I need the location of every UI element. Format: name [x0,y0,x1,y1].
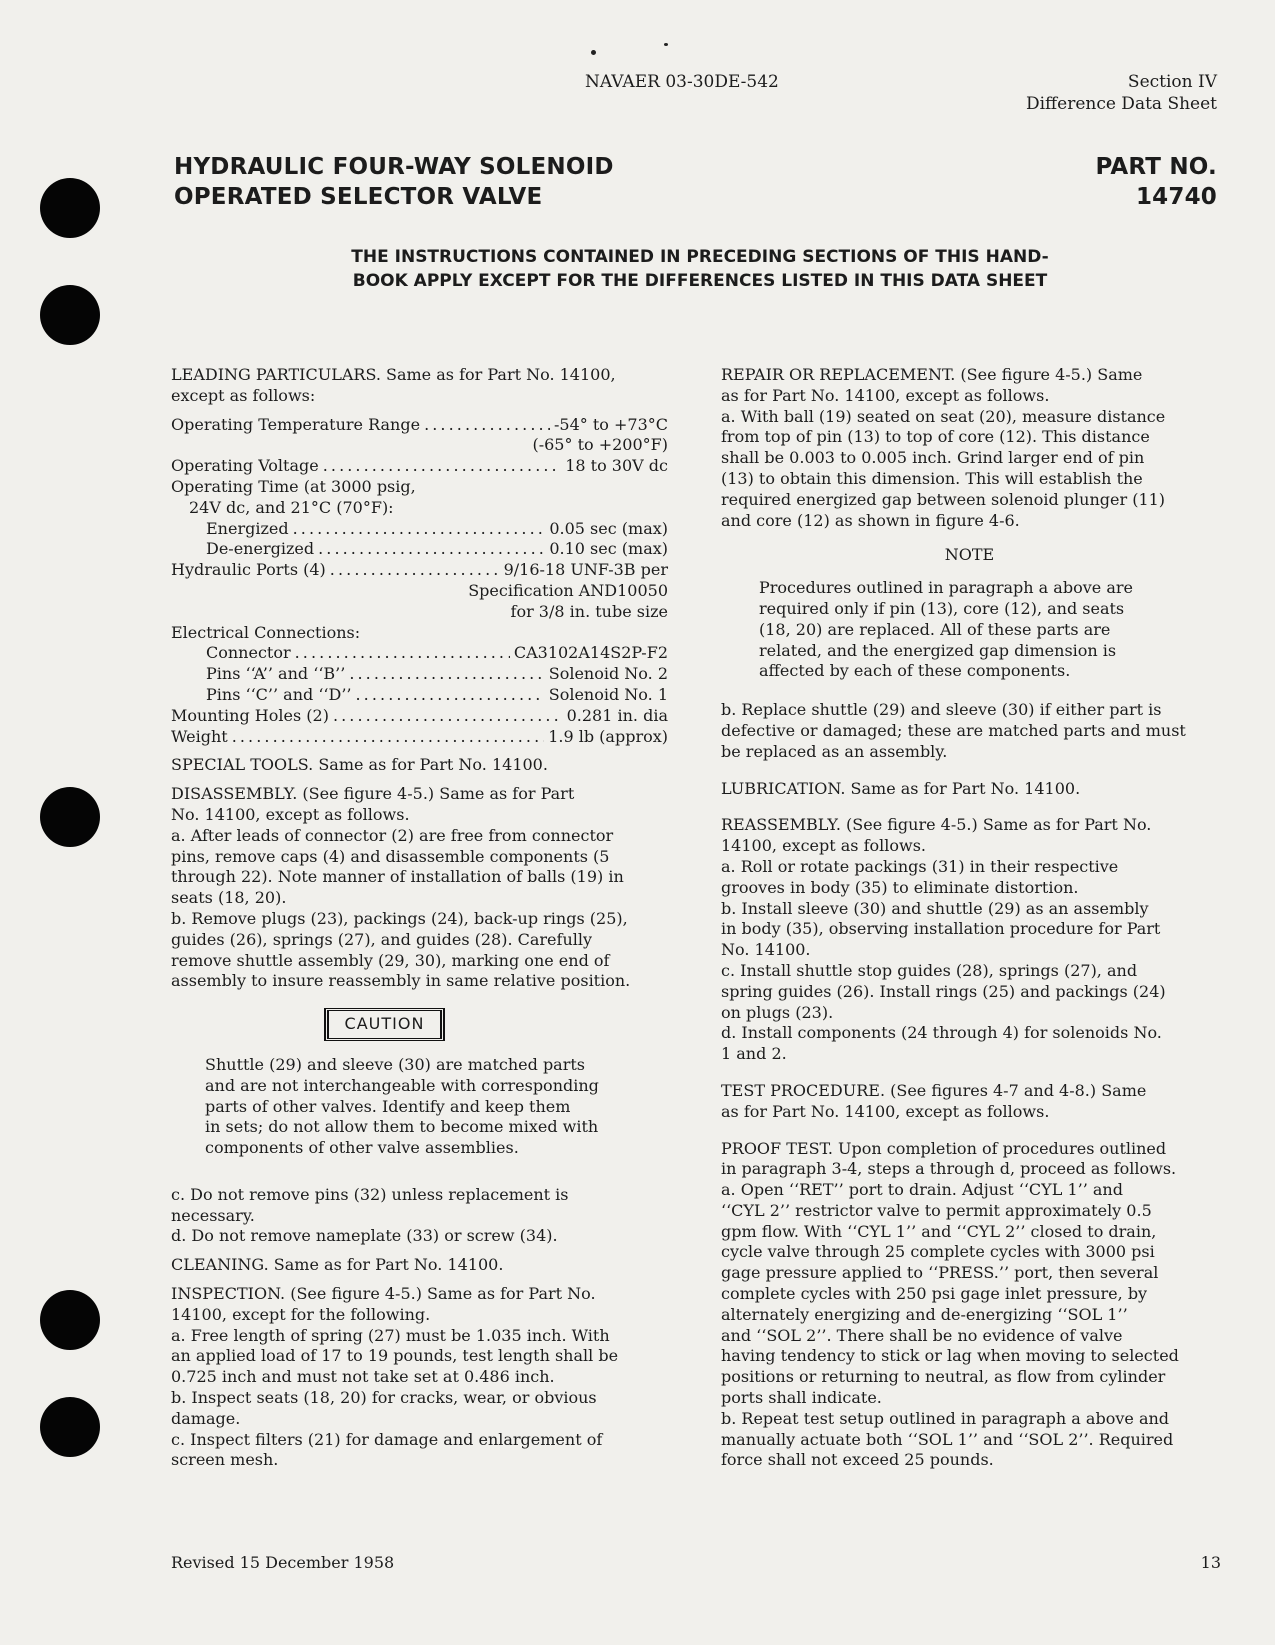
reassembly-step-a: grooves in body (35) to eliminate distortion. [721,877,1079,897]
inspection-step-b-1: b. Inspect seats (18, 20) for cracks, wear, or obvious [171,1388,597,1408]
proof-step-a: and ‘‘SOL 2’’. There shall be no evidence of valve [721,1325,1123,1345]
note-label: NOTE [944,545,995,565]
disassembly-step-a-4: seats (18, 20). [171,888,287,908]
spec-value: CA3102A14S2P-F2 [513,643,668,663]
disassembly-step-d: d. Do not remove nameplate (33) or screw (34). [171,1226,558,1246]
spec-pins-ab [171,664,668,685]
spec-temp-alt: (-65° to +200°F) [532,435,668,455]
inspection-step-c-1: c. Inspect filters (21) for damage and enlargement of [171,1429,603,1449]
caution-text [171,1055,668,1159]
inspection-line-2: 14100, except for the following. [171,1304,431,1324]
special-tools-heading: SPECIAL TOOLS. Same as for Part No. 14100. [171,755,548,775]
spec-value: 9/16-18 UNF-3B per [503,560,668,580]
note-line: required only if pin (13), core (12), and seats [759,598,1125,618]
page-number: 13 [1200,1553,1221,1572]
proof-step-a: having tendency to stick or lag when moving to selected [721,1346,1179,1366]
spec-label: Pins ‘‘A’’ and ‘‘B’’ [206,664,346,684]
disassembly-step-a-1: a. After leads of connector (2) are free from connector [171,825,614,845]
note-line: (18, 20) are replaced. All of these parts are [759,619,1111,639]
spec-value: 0.05 sec (max) [549,518,668,538]
spec-value: -54° to +73°C [553,414,668,434]
binder-hole-5 [40,1397,100,1457]
binder-hole-3 [40,787,100,847]
spec-label: Pins ‘‘C’’ and ‘‘D’’ [206,684,352,704]
spec-label: Weight [171,726,228,746]
disassembly-line-2: No. 14100, except as follows. [171,804,410,824]
spec-label: Mounting Holes (2) [171,705,329,725]
spec-elec-label: Electrical Connections: [171,622,361,642]
reassembly-step-b: b. Install sleeve (30) and shuttle (29) as an assembly [721,898,1149,918]
spec-ports [171,560,668,581]
spacer [721,771,1218,779]
disassembly-step-a-3: through 22). Note manner of installation of balls (19) in [171,867,624,887]
reassembly-step-a: a. Roll or rotate packings (31) in their respective [721,856,1119,876]
repair-step-a: a. With ball (19) seated on seat (20), measure distance [721,406,1166,426]
spec-time-label-1: Operating Time (at 3000 psig, [171,476,416,496]
spec-weight [171,727,668,748]
caution-line: and are not interchangeable with corresponding [205,1075,599,1095]
proof-step-b: force shall not exceed 25 pounds. [721,1450,994,1470]
reassembly-step-c: spring guides (26). Install rings (25) and packings (24) [721,981,1166,1001]
speck [664,43,668,46]
spec-label: Hydraulic Ports (4) [171,560,326,580]
disassembly-step-b-2: guides (26), springs (27), and guides (28). Carefully [171,929,593,949]
spec-value: 0.10 sec (max) [549,539,668,559]
section-label: Section IV [1127,72,1217,92]
spacer [171,747,668,755]
spec-value: Solenoid No. 2 [548,664,668,684]
caution-line: parts of other valves. Identify and keep them [205,1096,571,1116]
inspection-step-b-2: damage. [171,1408,241,1428]
reassembly-step-c: on plugs (23). [721,1002,834,1022]
spec-label: De-energized [206,539,315,559]
spec-energized [171,519,668,540]
section-header [1026,71,1217,115]
proof-test-line-2: in paragraph 3-4, steps a through d, proceed as follows. [721,1159,1177,1179]
spec-holes [171,706,668,727]
caution-line: Shuttle (29) and sleeve (30) are matched parts [205,1054,586,1074]
dot-leader [232,727,545,748]
spacer [721,1065,1218,1073]
cleaning-heading: CLEANING. Same as for Part No. 14100. [171,1255,504,1275]
inspection-step-a-2: an applied load of 17 to 19 pounds, test length shall be [171,1346,619,1366]
reassembly-step-b: No. 14100. [721,940,811,960]
spacer [721,1073,1218,1081]
banner-line-2: BOOK APPLY EXCEPT FOR THE DIFFERENCES LISTED IN THIS DATA SHEET [352,271,1048,291]
repair-line-2: as for Part No. 14100, except as follows. [721,385,1050,405]
proof-step-a: gpm flow. With ‘‘CYL 1’’ and ‘‘CYL 2’’ closed to drain, [721,1221,1157,1241]
repair-step-a: required energized gap between solenoid plunger (11) [721,489,1166,509]
disassembly-step-a-2: pins, remove caps (4) and disassemble components (5 [171,846,610,866]
spec-ports-3: for 3/8 in. tube size [510,601,668,621]
note-text [721,578,1218,682]
instructions-banner [310,245,1090,293]
proof-step-a: a. Open ‘‘RET’’ port to drain. Adjust ‘‘CYL 1’’ and [721,1180,1123,1200]
proof-step-a: gage pressure applied to ‘‘PRESS.’’ port, then several [721,1263,1159,1283]
spacer [721,1123,1218,1131]
dot-leader [330,560,500,581]
proof-step-a: positions or returning to neutral, as flow from cylinder [721,1367,1166,1387]
inspection-step-a-3: 0.725 inch and must not take set at 0.486 inch. [171,1367,555,1387]
reassembly-step-d: 1 and 2. [721,1044,787,1064]
right-column [721,365,1218,1471]
title-line-2: OPERATED SELECTOR VALVE [174,184,543,210]
proof-test-heading: PROOF TEST. Upon completion of procedures outlined [721,1138,1167,1158]
spec-label: Connector [206,643,291,663]
spec-value: 0.281 in. dia [566,705,668,725]
reassembly-line-2: 14100, except as follows. [721,836,926,856]
disassembly-step-c-2: necessary. [171,1205,255,1225]
test-procedure-line-2: as for Part No. 14100, except as follows. [721,1101,1050,1121]
spacer [171,1247,668,1255]
repair-step-a: (13) to obtain this dimension. This will establish the [721,468,1143,488]
spacer [721,1131,1218,1139]
spec-connector [171,643,668,664]
proof-step-a: ‘‘CYL 2’’ restrictor valve to permit approximately 0.5 [721,1200,1152,1220]
proof-step-b: manually actuate both ‘‘SOL 1’’ and ‘‘SOL 2’’. Required [721,1429,1174,1449]
note-line: related, and the energized gap dimension is [759,640,1117,660]
test-procedure-heading: TEST PROCEDURE. (See figures 4-7 and 4-8.) Same [721,1080,1147,1100]
spacer [171,1276,668,1284]
binder-hole-4 [40,1290,100,1350]
spec-deenergized [171,539,668,560]
binder-hole-2 [40,285,100,345]
dot-leader [293,519,546,540]
spacer [721,682,1218,700]
spec-pins-cd [171,685,668,706]
part-label: PART NO. [1095,154,1217,180]
repair-step-a: from top of pin (13) to top of core (12). This distance [721,427,1150,447]
reassembly-step-b: in body (35), observing installation procedure for Part [721,919,1161,939]
note-line: Procedures outlined in paragraph a above are [759,578,1133,598]
spec-temp [171,415,668,436]
doc-number: NAVAER 03-30DE-542 [585,72,779,92]
spec-voltage [171,456,668,477]
proof-step-b: b. Repeat test setup outlined in paragraph a above and [721,1408,1170,1428]
spacer [171,407,668,415]
lubrication-heading: LUBRICATION. Same as for Part No. 14100. [721,778,1081,798]
disassembly-step-c-1: c. Do not remove pins (32) unless replacement is [171,1184,569,1204]
left-column [171,365,668,1471]
inspection-step-a-1: a. Free length of spring (27) must be 1.035 inch. With [171,1325,610,1345]
disassembly-step-b-3: remove shuttle assembly (29, 30), marking one end of [171,950,610,970]
spec-label: Energized [206,518,289,538]
caution-label: CAUTION [324,1008,446,1041]
reassembly-step-c: c. Install shuttle stop guides (28), springs (27), and [721,960,1138,980]
proof-step-a: alternately energizing and de-energizing ‘‘SOL 1’’ [721,1304,1128,1324]
spec-value: 1.9 lb (approx) [548,726,668,746]
dot-leader [295,643,510,664]
repair-step-b: b. Replace shuttle (29) and sleeve (30) if either part is [721,700,1162,720]
reassembly-step-d: d. Install components (24 through 4) for solenoids No. [721,1023,1162,1043]
part-number: 14740 [1135,184,1217,210]
caution-box-wrap [101,1008,668,1041]
repair-step-b: defective or damaged; these are matched parts and must [721,720,1186,740]
proof-step-a: cycle valve through 25 complete cycles with 3000 psi [721,1242,1155,1262]
inspection-step-c-2: screen mesh. [171,1450,279,1470]
spec-value: Solenoid No. 1 [548,684,668,704]
repair-step-a: shall be 0.003 to 0.005 inch. Grind larger end of pin [721,448,1145,468]
proof-step-a: complete cycles with 250 psi gage inlet pressure, by [721,1284,1148,1304]
proof-step-a: ports shall indicate. [721,1388,882,1408]
title-line-1: HYDRAULIC FOUR-WAY SOLENOID [174,154,614,180]
part-number-block [1095,152,1217,212]
dot-leader [323,456,561,477]
spec-ports-2: Specification AND10050 [468,580,668,600]
dot-leader [318,539,545,560]
page-title [174,152,614,212]
speck [591,50,596,55]
note-line: affected by each of these components. [759,661,1071,681]
dot-leader [333,706,563,727]
spec-value: 18 to 30V dc [565,456,668,476]
binder-hole-1 [40,178,100,238]
disassembly-step-b-4: assembly to insure reassembly in same relative position. [171,971,631,991]
repair-heading: REPAIR OR REPLACEMENT. (See figure 4-5.) Same [721,365,1143,384]
leading-particulars-heading: LEADING PARTICULARS. Same as for Part No. 14100, [171,365,616,384]
spec-label: Operating Temperature Range [171,414,421,434]
inspection-heading: INSPECTION. (See figure 4-5.) Same as for Part No. [171,1284,596,1304]
spacer [171,776,668,784]
reassembly-heading: REASSEMBLY. (See figure 4-5.) Same as for Part No. [721,815,1152,835]
dot-leader [349,664,544,685]
repair-step-a: and core (12) as shown in figure 4-6. [721,510,1020,530]
disassembly-step-b-1: b. Remove plugs (23), packings (24), back-up rings (25), [171,908,628,928]
leading-particulars-line-2: except as follows: [171,385,316,405]
spacer [171,1177,668,1185]
section-title: Difference Data Sheet [1025,94,1217,114]
dot-leader [424,415,550,436]
spec-time-label-2: 24V dc, and 21°C (70°F): [189,497,394,517]
spacer [721,763,1218,771]
revision-date: Revised 15 December 1958 [171,1553,395,1572]
dot-leader [356,685,545,706]
repair-step-b: be replaced as an assembly. [721,741,948,761]
spacer [171,1159,668,1177]
spec-label: Operating Voltage [171,456,319,476]
caution-line: components of other valve assemblies. [205,1138,519,1158]
spacer [721,807,1218,815]
caution-line: in sets; do not allow them to become mixed with [205,1117,599,1137]
banner-line-1: THE INSTRUCTIONS CONTAINED IN PRECEDING SECTIONS OF THIS HAND- [351,247,1049,267]
spacer [721,799,1218,807]
disassembly-heading: DISASSEMBLY. (See figure 4-5.) Same as for Part [171,784,575,804]
